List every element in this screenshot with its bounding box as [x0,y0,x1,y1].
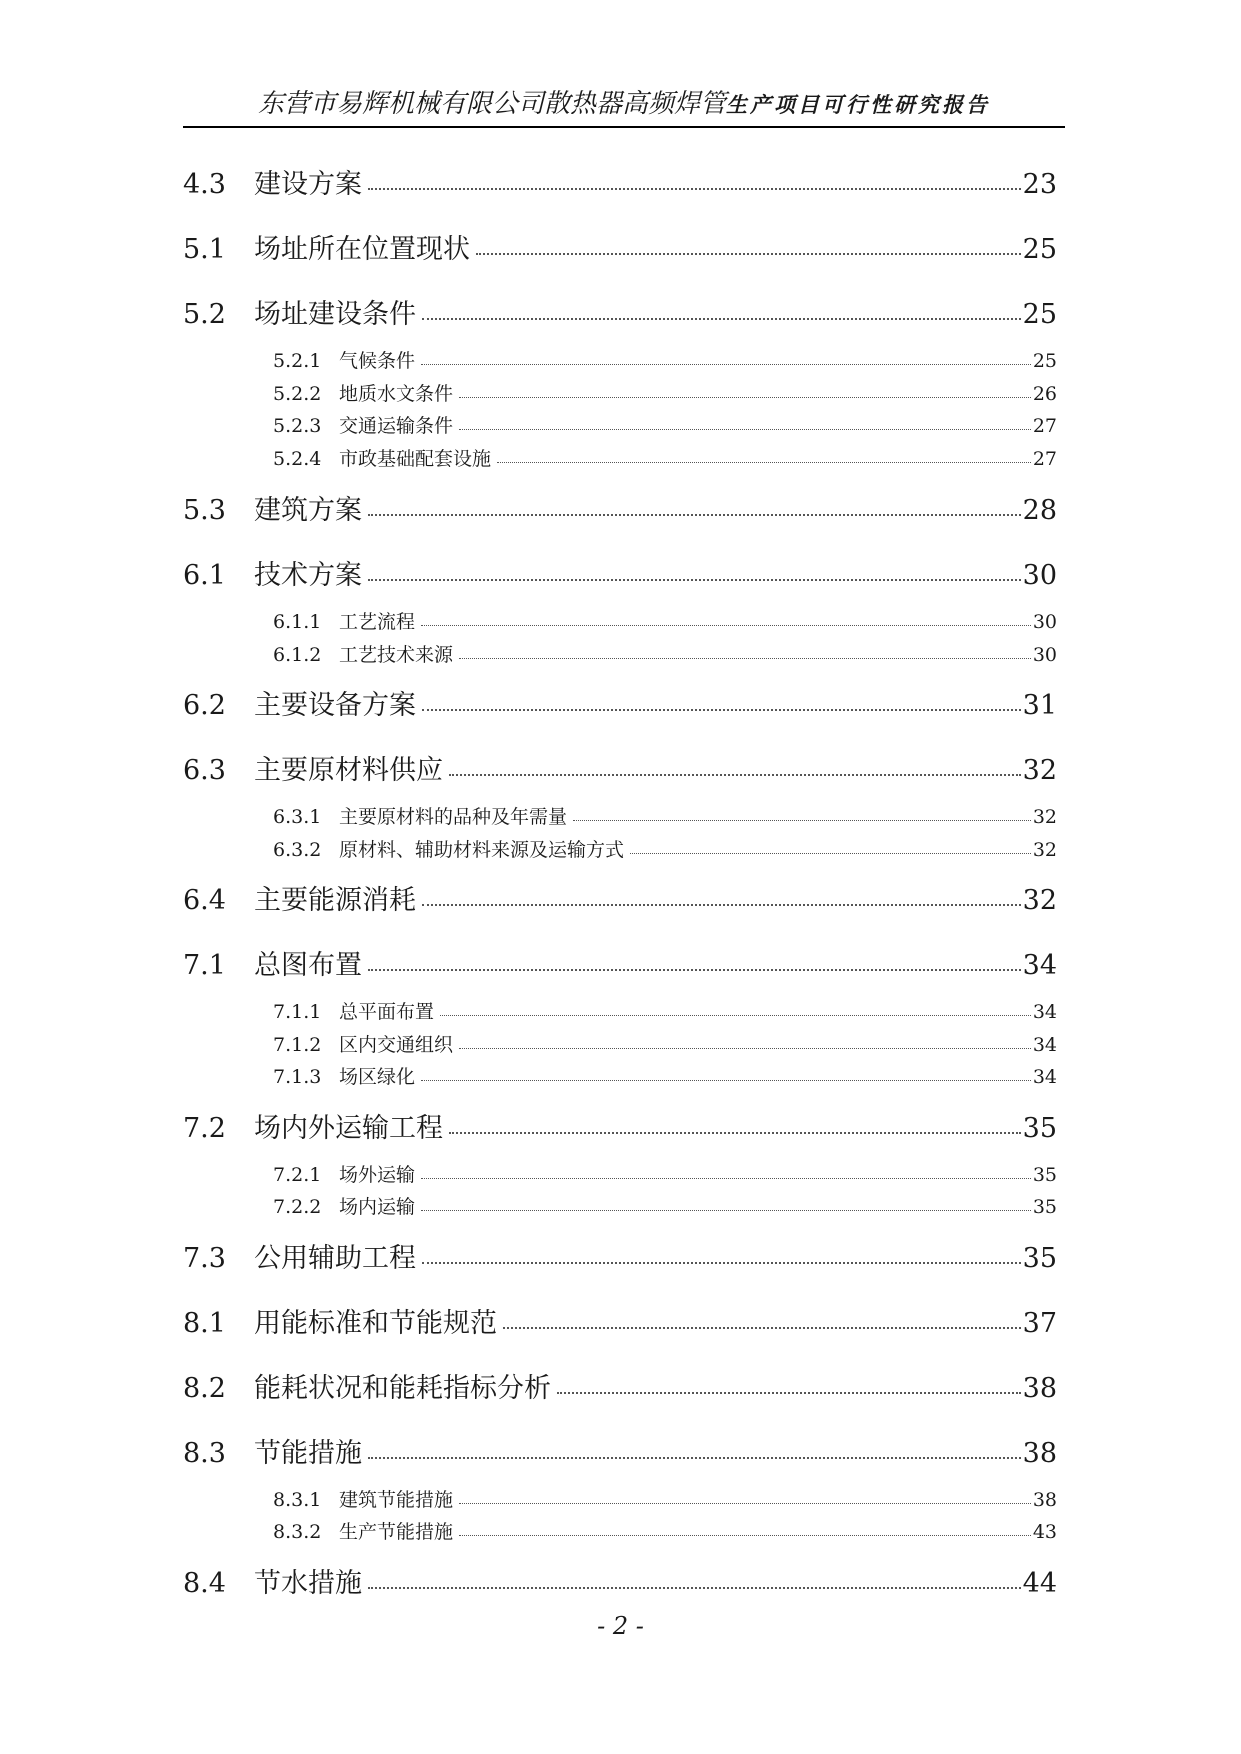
toc-subentry-number: 7.1.1 [273,1001,322,1023]
toc-subentry[interactable] [273,1160,1057,1187]
dot-leader [449,774,1021,776]
toc-subentry-page: 25 [1032,350,1057,372]
toc-subentry-number: 5.2.2 [273,383,322,405]
toc-entry[interactable] [183,683,1057,722]
dot-leader [440,1015,1031,1016]
toc-subentry-page: 27 [1032,448,1057,470]
toc-subentry-title: 生产节能措施 [339,1521,454,1543]
toc-subentry-title: 工艺流程 [339,611,416,633]
toc-entry-page: 38 [1022,1438,1057,1469]
toc-subentry-number: 5.2.3 [273,415,322,437]
toc-entry-number: 5.2 [183,299,226,330]
toc-entry[interactable] [183,553,1057,592]
dot-leader [503,1327,1021,1329]
toc-subentry[interactable] [273,1192,1057,1219]
toc-subentry-title: 区内交通组织 [339,1034,454,1056]
toc-entry[interactable] [183,292,1057,331]
toc-subentry-title: 总平面布置 [339,1001,435,1023]
dot-leader [459,658,1031,659]
toc-entry-page: 31 [1022,690,1057,721]
toc-entry-number: 7.2 [183,1113,226,1144]
toc-subentry-page: 35 [1032,1196,1057,1218]
toc-entry-page: 37 [1022,1308,1057,1339]
toc-entry-number: 8.3 [183,1438,226,1469]
dot-leader [368,1587,1021,1589]
dot-leader [459,397,1031,398]
toc-subentry-number: 6.1.1 [273,611,322,633]
dot-leader [459,1535,1031,1536]
dot-leader [368,969,1021,971]
header-report-title: 生产项目可行性研究报告 [726,93,990,117]
toc-entry-page: 25 [1022,234,1057,265]
toc-subentry[interactable] [273,997,1057,1024]
toc-entry-title: 建筑方案 [254,495,362,526]
toc-subentry[interactable] [273,379,1057,406]
toc-entry-page: 32 [1022,755,1057,786]
toc-subentry-number: 7.2.1 [273,1164,322,1186]
toc-entry-page: 23 [1022,169,1057,200]
dot-leader [459,1048,1031,1049]
toc-entry-title: 总图布置 [254,950,362,981]
toc-entry[interactable] [183,1301,1057,1340]
toc-entry-page: 44 [1022,1568,1057,1599]
toc-entry-title: 主要设备方案 [254,690,416,721]
toc-subentry-title: 市政基础配套设施 [339,448,492,470]
toc-entry[interactable] [183,1561,1057,1600]
dot-leader [449,1132,1021,1134]
toc-entry-page: 30 [1022,560,1057,591]
toc-entry-title: 节水措施 [254,1568,362,1599]
dot-leader [422,904,1021,906]
toc-entry-title: 建设方案 [254,169,362,200]
toc-entry-title: 公用辅助工程 [254,1243,416,1274]
toc-entry[interactable] [183,878,1057,917]
toc-entry-number: 4.3 [183,169,226,200]
toc-subentry[interactable] [273,835,1057,862]
toc-entry-page: 28 [1022,495,1057,526]
toc-subentry-number: 6.1.2 [273,644,322,666]
toc-entry-page: 35 [1022,1113,1057,1144]
dot-leader [368,188,1021,190]
dot-leader [497,462,1031,463]
toc-entry-title: 场内外运输工程 [254,1113,443,1144]
toc-entry-page: 35 [1022,1243,1057,1274]
toc-subentry[interactable] [273,1062,1057,1089]
toc-subentry-number: 7.2.2 [273,1196,322,1218]
dot-leader [422,709,1021,711]
dot-leader [422,318,1021,320]
toc-subentry-page: 34 [1032,1034,1057,1056]
toc-entry-title: 节能措施 [254,1438,362,1469]
toc-subentry-page: 30 [1032,644,1057,666]
toc-subentry[interactable] [273,607,1057,634]
toc-subentry-title: 交通运输条件 [339,415,454,437]
toc-entry-page: 38 [1022,1373,1057,1404]
toc-subentry[interactable] [273,640,1057,667]
toc-subentry[interactable] [273,346,1057,373]
dot-leader [422,1262,1021,1264]
toc-entry-title: 用能标准和节能规范 [254,1308,497,1339]
toc-subentry-title: 原材料、辅助材料来源及运输方式 [339,839,625,861]
toc-subentry-title: 地质水文条件 [339,383,454,405]
toc-entry-number: 5.3 [183,495,226,526]
toc-entry[interactable] [183,1106,1057,1145]
toc-entry-title: 能耗状况和能耗指标分析 [254,1373,551,1404]
toc-entry-number: 8.2 [183,1373,226,1404]
dot-leader [421,625,1031,626]
toc-entry[interactable] [183,748,1057,787]
toc-subentry[interactable] [273,1030,1057,1057]
toc-subentry-page: 32 [1032,839,1057,861]
dot-leader [476,253,1021,255]
toc-entry[interactable] [183,488,1057,527]
toc-subentry-title: 工艺技术来源 [339,644,454,666]
toc-subentry-page: 38 [1032,1489,1057,1511]
toc-entry[interactable] [183,227,1057,266]
toc-subentry-number: 5.2.1 [273,350,322,372]
toc-entry-number: 6.4 [183,885,226,916]
toc-entry-number: 8.4 [183,1568,226,1599]
toc-entry-number: 6.3 [183,755,226,786]
toc-subentry-title: 场区绿化 [339,1066,416,1088]
toc-subentry[interactable] [273,1517,1057,1544]
toc-entry-page: 32 [1022,885,1057,916]
dot-leader [368,579,1021,581]
toc-subentry-number: 6.3.1 [273,806,322,828]
toc-entry-title: 主要能源消耗 [254,885,416,916]
toc-entry-number: 7.3 [183,1243,226,1274]
dot-leader [573,820,1031,821]
toc-entry[interactable] [183,162,1057,201]
dot-leader [630,853,1031,854]
toc-subentry-title: 建筑节能措施 [339,1489,454,1511]
toc-subentry-number: 6.3.2 [273,839,322,861]
toc-entry[interactable] [183,1431,1057,1470]
toc-subentry-page: 35 [1032,1164,1057,1186]
toc-entry-number: 6.1 [183,560,226,591]
dot-leader [557,1392,1021,1394]
toc-subentry-title: 主要原材料的品种及年需量 [339,806,568,828]
dot-leader [368,514,1021,516]
dot-leader [459,429,1031,430]
dot-leader [421,1210,1031,1211]
toc-subentry-page: 30 [1032,611,1057,633]
toc-subentry-page: 43 [1032,1521,1057,1543]
toc-entry-number: 8.1 [183,1308,226,1339]
toc-subentry-title: 场外运输 [339,1164,416,1186]
toc-entry-title: 场址建设条件 [254,299,416,330]
toc-entry-title: 主要原材料供应 [254,755,443,786]
dot-leader [459,1503,1031,1504]
dot-leader [421,364,1031,365]
toc-subentry[interactable] [273,411,1057,438]
toc-subentry-number: 8.3.2 [273,1521,322,1543]
toc-subentry-page: 34 [1032,1066,1057,1088]
toc-entry-title: 场址所在位置现状 [254,234,470,265]
toc-entry-number: 7.1 [183,950,226,981]
toc-subentry-page: 27 [1032,415,1057,437]
toc-subentry-page: 34 [1032,1001,1057,1023]
dot-leader [421,1178,1031,1179]
toc-entry-title: 技术方案 [254,560,362,591]
toc-entry-page: 34 [1022,950,1057,981]
toc-entry-page: 25 [1022,299,1057,330]
toc-subentry-page: 32 [1032,806,1057,828]
dot-leader [368,1457,1021,1459]
header-company: 东营市易辉机械有限公司散热器高频焊管 [257,89,726,119]
toc-subentry-number: 7.1.3 [273,1066,322,1088]
toc-subentry[interactable] [273,1485,1057,1512]
toc-subentry-number: 5.2.4 [273,448,322,470]
toc-subentry-page: 26 [1032,383,1057,405]
toc-entry[interactable] [183,943,1057,982]
toc-subentry-number: 7.1.2 [273,1034,322,1056]
toc-subentry-number: 8.3.1 [273,1489,322,1511]
toc-entry-number: 6.2 [183,690,226,721]
toc-entry[interactable] [183,1236,1057,1275]
toc-subentry-title: 场内运输 [339,1196,416,1218]
toc-entry[interactable] [183,1366,1057,1405]
dot-leader [421,1080,1031,1081]
toc-entry-number: 5.1 [183,234,226,265]
page-number: - 2 - [597,1612,644,1640]
toc-subentry[interactable] [273,802,1057,829]
toc-subentry-title: 气候条件 [339,350,416,372]
toc-subentry[interactable] [273,444,1057,471]
